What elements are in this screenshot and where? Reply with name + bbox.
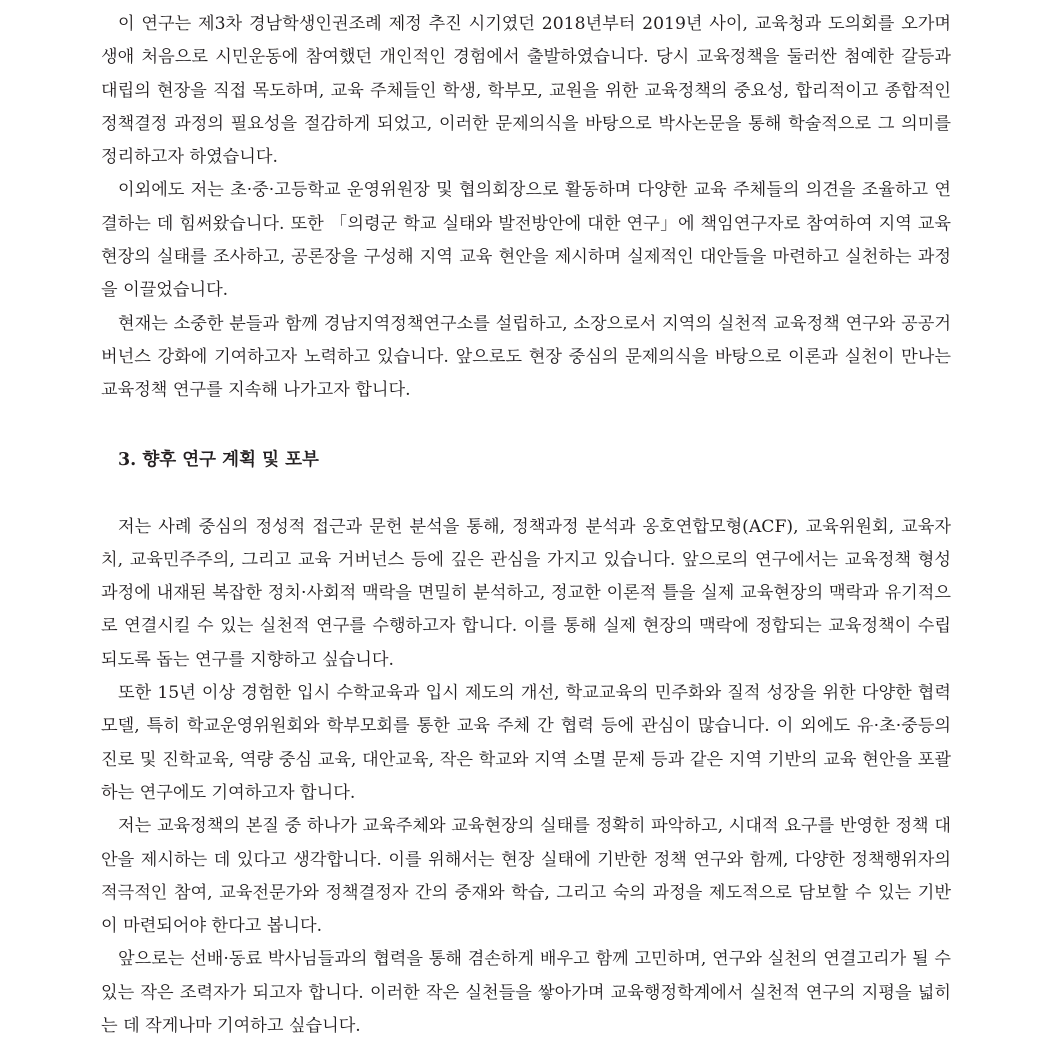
paragraph: 앞으로는 선배·동료 박사님들과의 협력을 통해 겸손하게 배우고 함께 고민하며, 연구와 실천의 연결고리가 될 수 있는 작은 조력자가 되고자 합니다. 이러한 작은 실천들을 쌓아가며 교육행정학계에서 실천적 연구의 지평을 넓히는 데 작게나마 기여하고 싶습니다. — [101, 949, 951, 1037]
paragraph: 저는 사례 중심의 정성적 접근과 문헌 분석을 통해, 정책과정 분석과 옹호연합모형(ACF), 교육위원회, 교육자치, 교육민주주의, 그리고 교육 거버넌스 등에 깊은 관심을 가지고 있습니다. 앞으로의 연구에서는 교육정책 형성과정에 내재된 복잡한 정치·사회적 맥락을 면밀히 분석하고, 정교한 이론적 틀을 실제 교육현장의 맥락과 유기적으로 연결시킬 수 있는 실천적 연구를 수행하고자 합니다. 이를 통해 실제 현장의 맥락에 정합되는 교육정책이 수립되도록 돕는 연구를 지향하고 싶습니다. — [101, 516, 951, 670]
paragraph: 현재는 소중한 분들과 함께 경남지역정책연구소를 설립하고, 소장으로서 지역의 실천적 교육정책 연구와 공공거버넌스 강화에 기여하고자 노력하고 있습니다. 앞으로도 현장 중심의 문제의식을 바탕으로 이론과 실천이 만나는 교육정책 연구를 지속해 나가고자 합니다. — [101, 313, 951, 401]
paragraph: 이 연구는 제3차 경남학생인권조례 제정 추진 시기였던 2018년부터 2019년 사이, 교육청과 도의회를 오가며 생애 처음으로 시민운동에 참여했던 개인적인 경험에서 출발하였습니다. 당시 교육정책을 둘러싼 첨예한 갈등과 대립의 현장을 직접 목도하며, 교육 주체들인 학생, 학부모, 교원을 위한 교육정책의 중요성, 합리적이고 종합적인 정책결정 과정의 필요성을 절감하게 되었고, 이러한 문제의식을 바탕으로 박사논문을 통해 학술적으로 그 의미를 정리하고자 하였습니다. — [101, 14, 951, 168]
paragraph: 저는 교육정책의 본질 중 하나가 교육주체와 교육현장의 실태를 정확히 파악하고, 시대적 요구를 반영한 정책 대안을 제시하는 데 있다고 생각합니다. 이를 위해서는 현장 실태에 기반한 정책 연구와 함께, 다양한 정책행위자의 적극적인 참여, 교육전문가와 정책결정자 간의 중재와 학습, 그리고 숙의 과정을 제도적으로 담보할 수 있는 기반이 마련되어야 한다고 봅니다. — [101, 816, 951, 937]
section-heading: 3. 향후 연구 계획 및 포부 — [118, 449, 319, 470]
document-page — [101, 0, 951, 1043]
paragraph: 이외에도 저는 초·중·고등학교 운영위원장 및 협의회장으로 활동하며 다양한 교육 주체들의 의견을 조율하고 연결하는 데 힘써왔습니다. 또한 「의령군 학교 실태와 발전방안에 대한 연구」에 책임연구자로 참여하여 지역 교육 현장의 실태를 조사하고, 공론장을 구성해 지역 교육 현안을 제시하며 실제적인 대안들을 마련하고 실천하는 과정을 이끌었습니다. — [101, 180, 951, 301]
paragraph: 또한 15년 이상 경험한 입시 수학교육과 입시 제도의 개선, 학교교육의 민주화와 질적 성장을 위한 다양한 협력모델, 특히 학교운영위원회와 학부모회를 통한 교육 주체 간 협력 등에 관심이 많습니다. 이 외에도 유·초·중등의 진로 및 진학교육, 역량 중심 교육, 대안교육, 작은 학교와 지역 소멸 문제 등과 같은 지역 기반의 교육 현안을 포괄하는 연구에도 기여하고자 합니다. — [101, 683, 951, 803]
